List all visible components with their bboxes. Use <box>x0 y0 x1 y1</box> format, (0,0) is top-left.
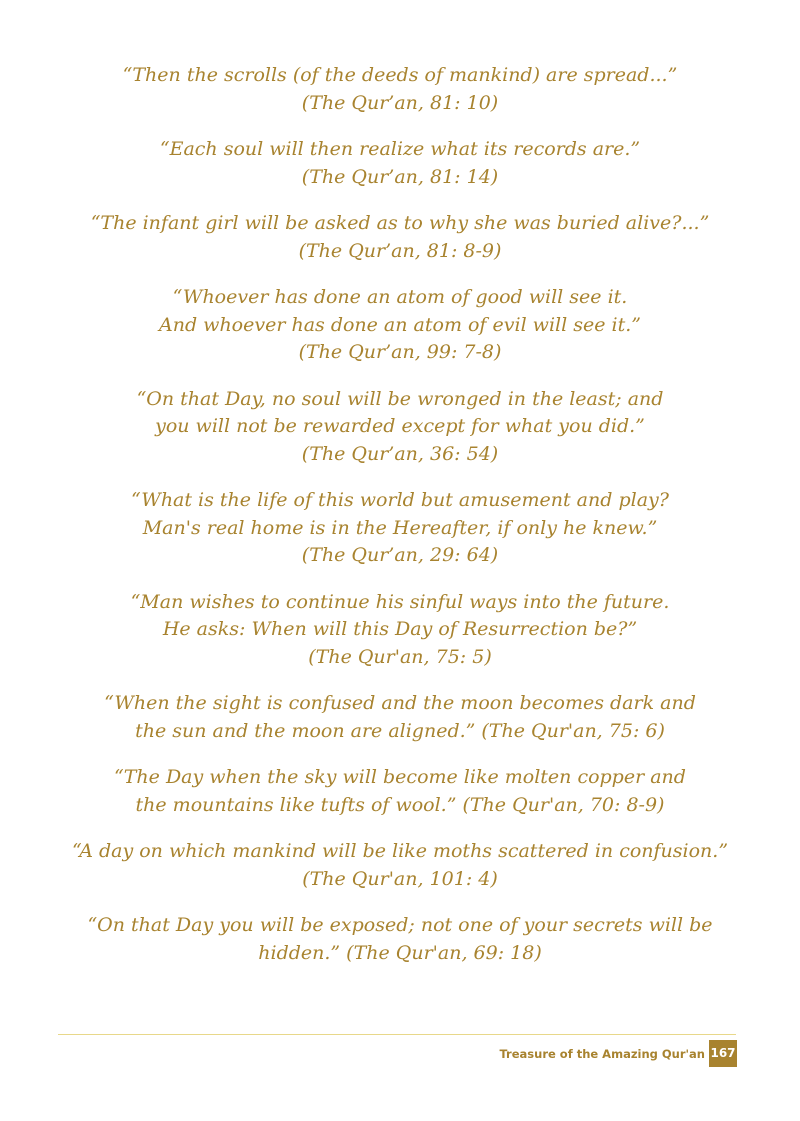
quote-citation: (The Qur’an, 81: 8-9) <box>298 239 502 262</box>
quote-item <box>40 136 760 191</box>
quote-item <box>40 487 760 570</box>
quote-citation: (The Qur'an, 75: 5) <box>308 645 492 668</box>
quote-citation: (The Qur’an, 81: 10) <box>301 91 499 114</box>
quote-text: hidden.” (The Qur'an, 69: 18) <box>258 941 542 964</box>
quote-text: “Man wishes to continue his sinful ways into the future. <box>130 590 670 613</box>
quote-text: He asks: When will this Day of Resurrection be?” <box>162 618 638 640</box>
page-footer <box>499 1040 737 1067</box>
quote-item <box>40 210 760 265</box>
quote-list <box>40 62 760 986</box>
quote-text: the sun and the moon are aligned.” (The Qur'an, 75: 6) <box>135 719 665 742</box>
quote-text: “On that Day you will be exposed; not one of your secrets will be <box>87 914 713 936</box>
quote-item <box>40 62 760 117</box>
quote-citation: (The Qur’an, 29: 64) <box>301 544 499 566</box>
quote-text: “The Day when the sky will become like molten copper and <box>114 766 686 788</box>
quote-text: “Each soul will then realize what its records are.” <box>159 138 641 160</box>
quote-text: “What is the life of this world but amusement and play? <box>131 489 669 511</box>
quote-text: the mountains like tufts of wool.” (The Qur'an, 70: 8-9) <box>135 793 665 816</box>
quote-item <box>40 589 760 672</box>
quote-text: And whoever has done an atom of evil will see it.” <box>159 313 641 336</box>
quote-citation: (The Qur'an, 101: 4) <box>302 867 498 890</box>
quote-text: Man's real home is in the Hereafter, if only he knew.” <box>142 516 658 539</box>
quote-item <box>40 386 760 469</box>
footer-divider <box>58 1034 736 1035</box>
quote-text: “The infant girl will be asked as to why she was buried alive?...” <box>90 212 710 234</box>
quote-text: “Whoever has done an atom of good will see it. <box>172 286 628 308</box>
quote-text: “A day on which mankind will be like moths scattered in confusion.” <box>71 840 729 862</box>
quote-citation: (The Qur’an, 99: 7-8) <box>298 341 502 363</box>
page-number-badge: 167 <box>709 1040 737 1067</box>
quote-text: “On that Day, no soul will be wronged in the least; and <box>136 387 664 410</box>
quote-item <box>40 912 760 967</box>
quote-citation: (The Qur’an, 81: 14) <box>301 165 499 188</box>
book-title: Treasure of the Amazing Qur'an <box>499 1046 705 1061</box>
quote-item <box>40 838 760 893</box>
quote-text: “When the sight is confused and the moon becomes dark and <box>104 692 696 714</box>
quote-text: you will not be rewarded except for what you did.” <box>155 415 645 437</box>
quote-item <box>40 764 760 819</box>
quote-item <box>40 690 760 745</box>
quote-citation: (The Qur’an, 36: 54) <box>301 442 499 465</box>
quote-item <box>40 284 760 367</box>
quote-text: “Then the scrolls (of the deeds of mankind) are spread...” <box>122 64 678 86</box>
